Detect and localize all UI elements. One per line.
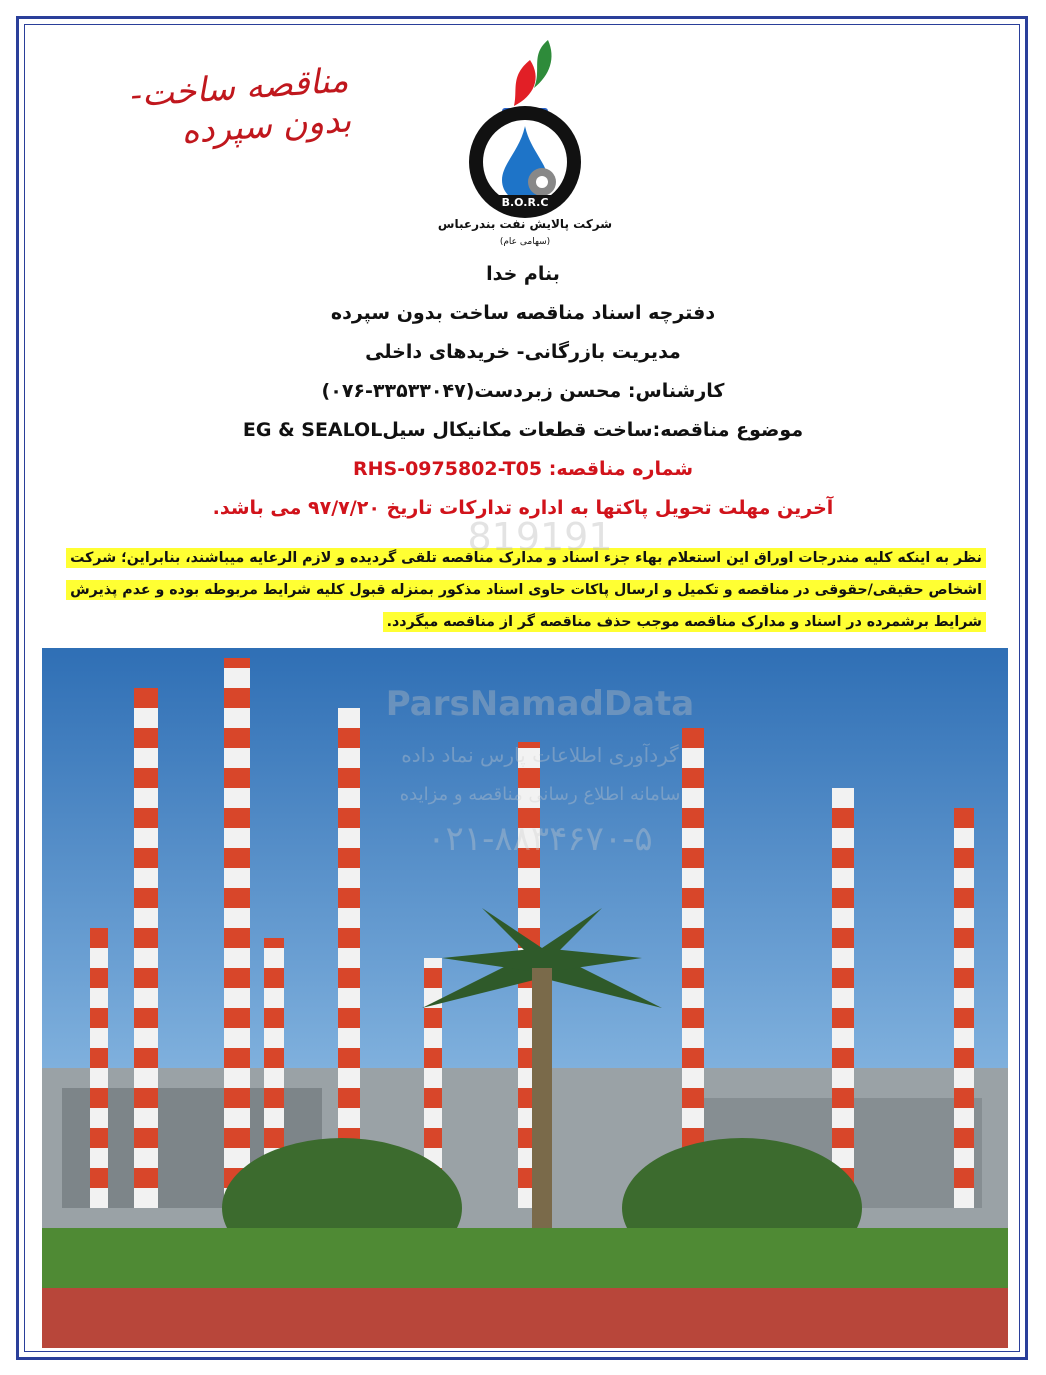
tender-number: شماره مناقصه: RHS-0975802-T05 bbox=[352, 458, 694, 480]
notice-paragraph bbox=[66, 542, 986, 638]
handwritten-stamp: مناقصه ساخت- بدون سپرده bbox=[129, 60, 353, 152]
notice-text: نظر به اینکه کلیه مندرجات اوراق این استعلام بهاء جزء اسناد و مدارک مناقصه تلقی گردیده و لازم الرعایه میباشند، بنابراین؛ شرکت اشخاص حقیقی/حقوقی در مناقصه و تکمیل و ارسال پاکات حاوی اسناد مذکور بمنزله قبول کلیه شرایط مربوطه بوده و عدم پذیرش شرایط برشمرده در اسناد و مدارک مناقصه موجب حذف مناقصه گر از مناقصه میگردد. bbox=[66, 548, 986, 632]
department: مدیریت بازرگانی- خریدهای داخلی bbox=[365, 341, 681, 363]
watermark-brand: ParsNamadData bbox=[385, 684, 695, 724]
logo-initials: B.O.R.C bbox=[501, 196, 549, 209]
watermark-line2: سامانه اطلاع رسانی مناقصه و مزایده bbox=[399, 784, 681, 805]
logo-company-name: شرکت پالایش نفت بندرعباس bbox=[437, 217, 613, 231]
borc-logo bbox=[430, 30, 620, 250]
document-title: دفترچه اسناد مناقصه ساخت بدون سپرده bbox=[330, 302, 716, 324]
submission-deadline: آخرین مهلت تحویل پاکتها به اداره تدارکات تاریخ ۹۷/۷/۲۰ می باشد. bbox=[212, 497, 834, 519]
expert-contact: کارشناس: محسن زبردست(۳۳۵۳۳۰۴۷-۰۷۶) bbox=[321, 380, 725, 402]
bismillah: بنام خدا bbox=[486, 263, 560, 285]
watermark-number: 819191 bbox=[467, 515, 613, 559]
watermark-line1: گردآوری اطلاعات پارس نماد داده bbox=[401, 743, 679, 767]
watermark-phone: ۰۲۱-۸۸۳۴۶۷۰-۵ bbox=[427, 819, 653, 859]
document-header bbox=[60, 255, 986, 528]
refinery-photo bbox=[42, 648, 1008, 1348]
logo-company-type: (سهامی عام) bbox=[499, 237, 551, 247]
tender-subject: موضوع مناقصه:ساخت قطعات مکانیکال سیلEG & SEALOL bbox=[242, 419, 804, 441]
